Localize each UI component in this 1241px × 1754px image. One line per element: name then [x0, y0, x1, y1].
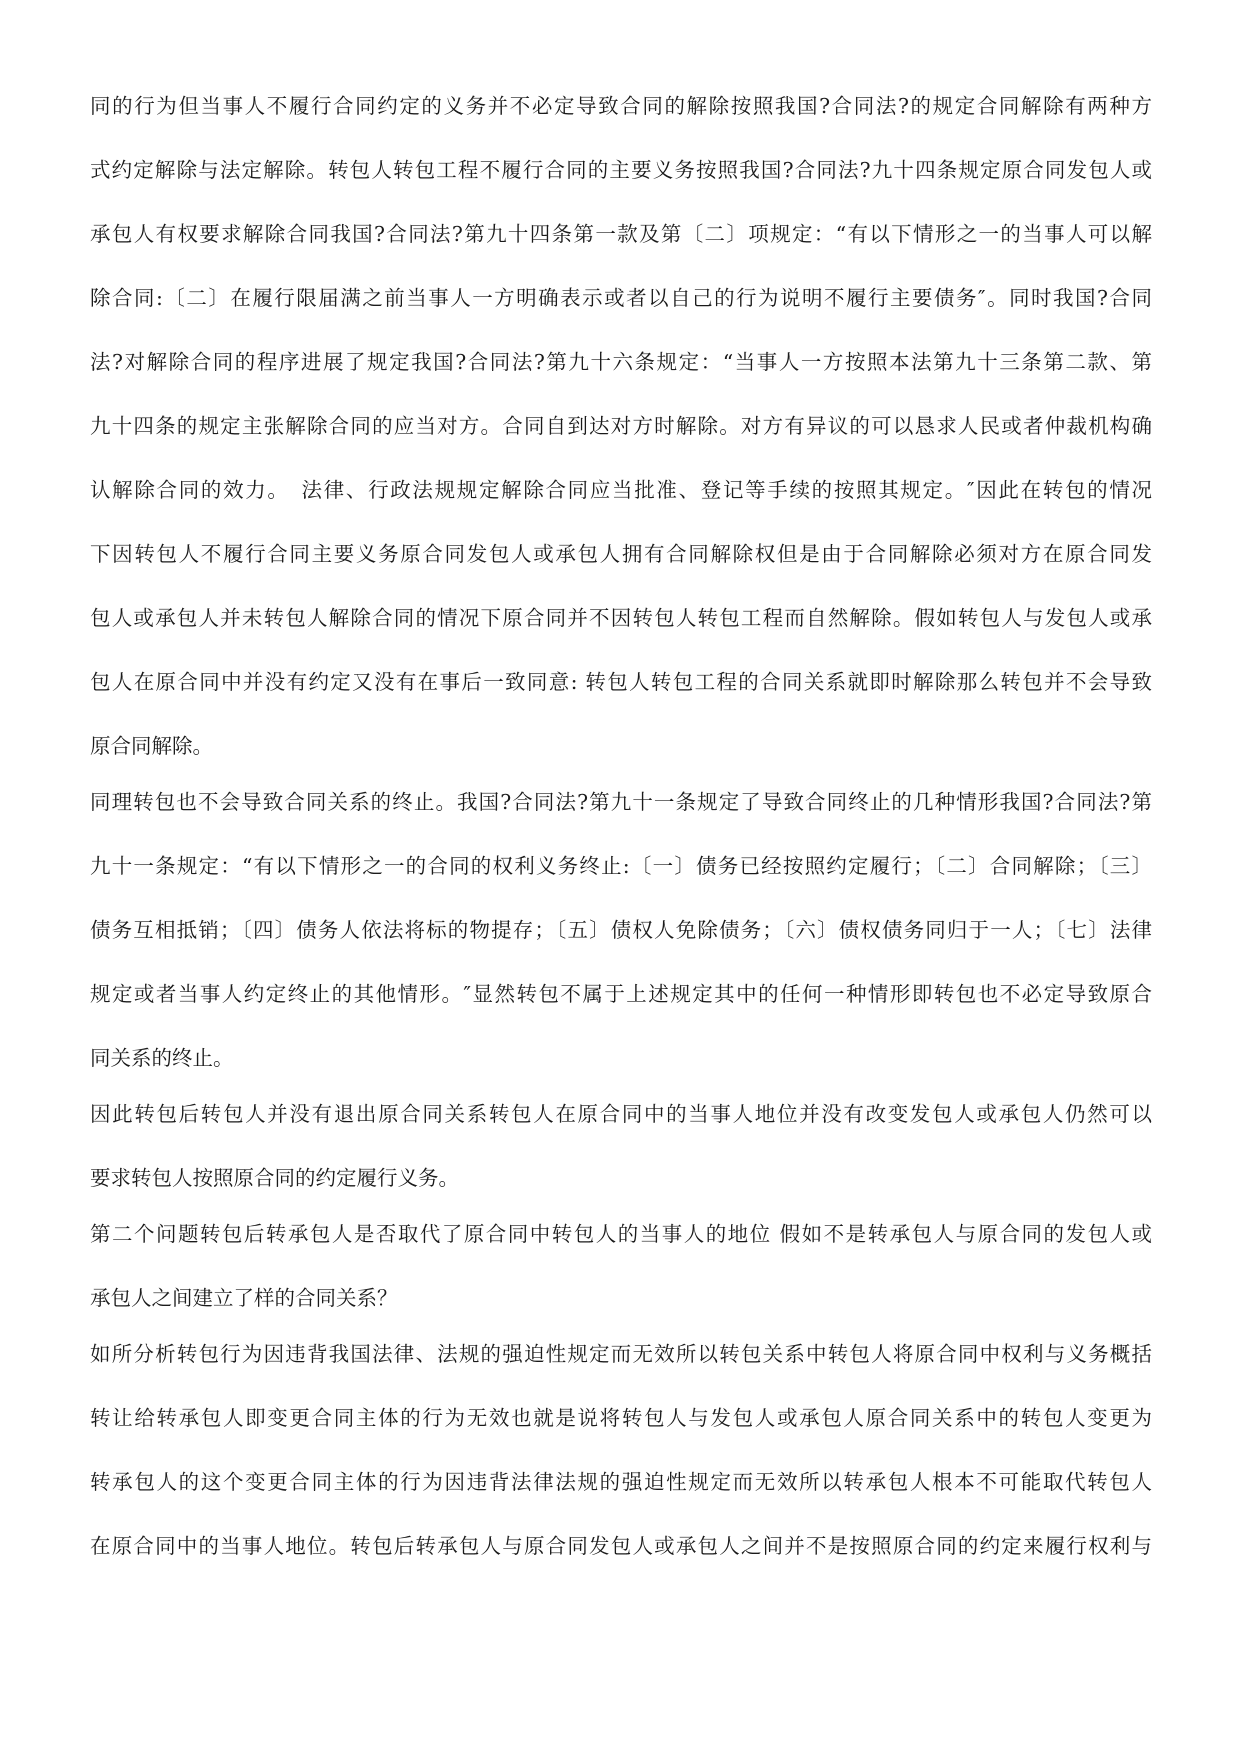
text-line: 法?对解除合同的程序进展了规定我国?合同法?第九十六条规定：“当事人一方按照本法第九十三条第二款、第	[90, 350, 1152, 374]
text-line: 九十四条的规定主张解除合同的应当对方。合同自到达对方时解除。对方有异议的可以恳求人民或者仲裁机构确	[90, 414, 1152, 438]
text-line: 除合同:〔二〕在履行限届满之前当事人一方明确表示或者以自己的行为说明不履行主要债务″。同时我国?合同	[90, 286, 1152, 310]
text-line: 九十一条规定：“有以下情形之一的合同的权利义务终止:〔一〕债务已经按照约定履行；〔二〕合同解除；〔三〕	[90, 854, 1152, 878]
text-line: 下因转包人不履行合同主要义务原合同发包人或承包人拥有合同解除权但是由于合同解除必须对方在原合同发	[90, 542, 1152, 566]
text-line: 在原合同中的当事人地位。转包后转承包人与原合同发包人或承包人之间并不是按照原合同的约定来履行权利与	[90, 1534, 1152, 1558]
text-line: 要求转包人按照原合同的约定履行义务。	[90, 1166, 459, 1190]
text-line: 式约定解除与法定解除。转包人转包工程不履行合同的主要义务按照我国?合同法?九十四条规定原合同发包人或	[90, 158, 1152, 182]
text-line: 如所分析转包行为因违背我国法律、法规的强迫性规定而无效所以转包关系中转包人将原合同中权利与义务概括	[90, 1342, 1152, 1366]
text-line: 转让给转承包人即变更合同主体的行为无效也就是说将转包人与发包人或承包人原合同关系中的转包人变更为	[90, 1406, 1152, 1430]
text-line: 转承包人的这个变更合同主体的行为因违背法律法规的强迫性规定而无效所以转承包人根本不可能取代转包人	[90, 1470, 1152, 1494]
text-line: 包人在原合同中并没有约定又没有在事后一致同意: 转包人转包工程的合同关系就即时解除那么转包并不会导致	[90, 670, 1152, 694]
text-line: 原合同解除。	[90, 734, 213, 758]
text-line: 同的行为但当事人不履行合同约定的义务并不必定导致合同的解除按照我国?合同法?的规定合同解除有两种方	[90, 94, 1152, 118]
text-line: 同理转包也不会导致合同关系的终止。我国?合同法?第九十一条规定了导致合同终止的几种情形我国?合同法?第	[90, 790, 1152, 814]
text-line: 同关系的终止。	[90, 1046, 234, 1070]
text-line: 因此转包后转包人并没有退出原合同关系转包人在原合同中的当事人地位并没有改变发包人或承包人仍然可以	[90, 1102, 1152, 1126]
text-line: 承包人之间建立了样的合同关系？	[90, 1286, 398, 1310]
text-line: 第二个问题转包后转承包人是否取代了原合同中转包人的当事人的地位 假如不是转承包人与原合同的发包人或	[90, 1222, 1152, 1246]
text-line: 债务互相抵销；〔四〕债务人依法将标的物提存；〔五〕债权人免除债务；〔六〕债权债务同归于一人；〔七〕法律	[90, 918, 1152, 942]
text-line: 承包人有权要求解除合同我国?合同法?第九十四条第一款及第〔二〕项规定：“有以下情形之一的当事人可以解	[90, 222, 1152, 246]
text-line: 包人或承包人并未转包人解除合同的情况下原合同并不因转包人转包工程而自然解除。假如转包人与发包人或承	[90, 606, 1152, 630]
text-line: 认解除合同的效力。 法律、行政法规规定解除合同应当批准、登记等手续的按照其规定。″因此在转包的情况	[90, 478, 1152, 502]
text-line: 规定或者当事人约定终止的其他情形。″显然转包不属于上述规定其中的任何一种情形即转包也不必定导致原合	[90, 982, 1152, 1006]
